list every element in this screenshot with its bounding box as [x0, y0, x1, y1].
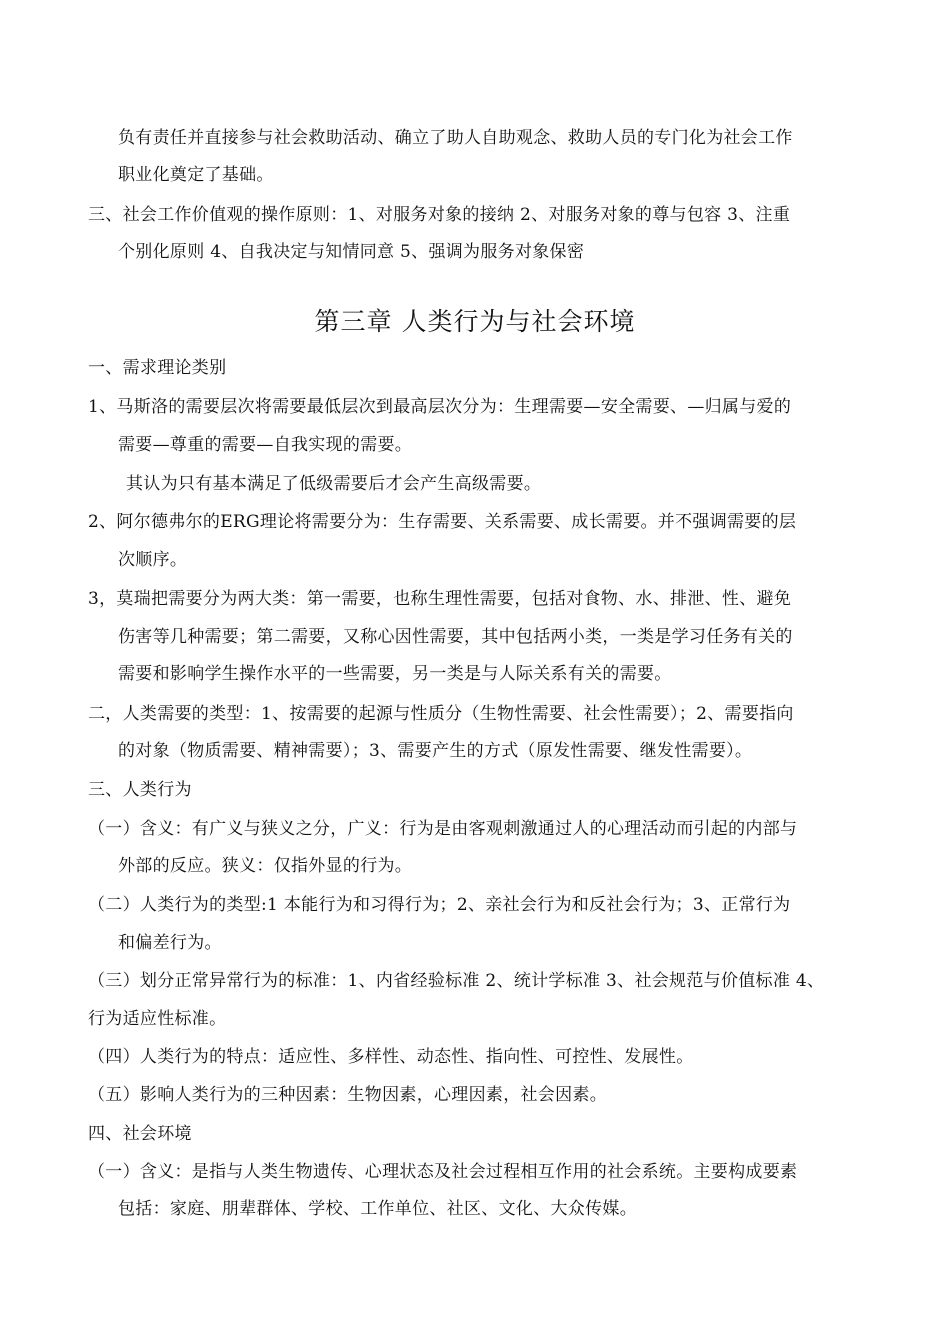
paragraph-line: 其认为只有基本满足了低级需要后才会产生高级需要。: [126, 474, 542, 494]
paragraph-line: 次顺序。: [118, 550, 188, 570]
paragraph-line: 3，莫瑞把需要分为两大类：第一需要，也称生理性需要，包括对食物、水、排泄、性、避免: [88, 589, 792, 609]
paragraph-line: 1、马斯洛的需要层次将需要最低层次到最高层次分为：生理需要—安全需要、—归属与爱的: [88, 397, 792, 417]
section-heading: 四、社会环境: [88, 1124, 192, 1144]
paragraph-line: （二）人类行为的类型:1 本能行为和习得行为；2、亲社会行为和反社会行为；3、正常行为: [88, 895, 791, 915]
paragraph-line: （四）人类行为的特点：适应性、多样性、动态性、指向性、可控性、发展性。: [88, 1047, 694, 1067]
paragraph-line: 和偏差行为。: [118, 933, 222, 953]
paragraph-line: 包括：家庭、朋辈群体、学校、工作单位、社区、文化、大众传媒。: [118, 1199, 637, 1219]
paragraph-line: 个别化原则 4、自我决定与知情同意 5、强调为服务对象保密: [118, 242, 585, 262]
section-heading-line: 三、社会工作价值观的操作原则：1、对服务对象的接纳 2、对服务对象的尊与包容 3、注重: [88, 205, 791, 225]
paragraph-line: （五）影响人类行为的三种因素：生物因素，心理因素，社会因素。: [88, 1085, 607, 1105]
paragraph-line: 的对象（物质需要、精神需要）；3、需要产生的方式（原发性需要、继发性需要）。: [118, 741, 753, 761]
paragraph-line: 外部的反应。狭义：仅指外显的行为。: [118, 856, 413, 876]
paragraph-line: 需要和影响学生操作水平的一些需要，另一类是与人际关系有关的需要。: [118, 664, 672, 684]
section-heading: 三、人类行为: [88, 780, 192, 800]
paragraph-line: 负有责任并直接参与社会救助活动、确立了助人自助观念、救助人员的专门化为社会工作: [118, 128, 793, 148]
paragraph-line: （一）含义：是指与人类生物遗传、心理状态及社会过程相互作用的社会系统。主要构成要素: [88, 1162, 798, 1182]
paragraph-line: （三）划分正常异常行为的标准：1、内省经验标准 2、统计学标准 3、社会规范与价值标准 4、: [88, 971, 825, 991]
paragraph-line: 伤害等几种需要；第二需要，又称心因性需要，其中包括两小类，一类是学习任务有关的: [118, 627, 793, 647]
paragraph-line: 行为适应性标准。: [88, 1009, 227, 1029]
section-heading: 一、需求理论类别: [88, 358, 227, 378]
paragraph-line: 2、阿尔德弗尔的ERG理论将需要分为：生存需要、关系需要、成长需要。并不强调需要的层: [88, 512, 797, 532]
chapter-title: 第三章 人类行为与社会环境: [314, 307, 636, 336]
paragraph-line: 需要—尊重的需要—自我实现的需要。: [118, 435, 413, 455]
paragraph-line: 二，人类需要的类型：1、按需要的起源与性质分（生物性需要、社会性需要）；2、需要指向: [88, 704, 794, 724]
paragraph-line: （一）含义：有广义与狭义之分，广义：行为是由客观刺激通过人的心理活动而引起的内部与: [88, 819, 798, 839]
paragraph-line: 职业化奠定了基础。: [118, 165, 274, 185]
